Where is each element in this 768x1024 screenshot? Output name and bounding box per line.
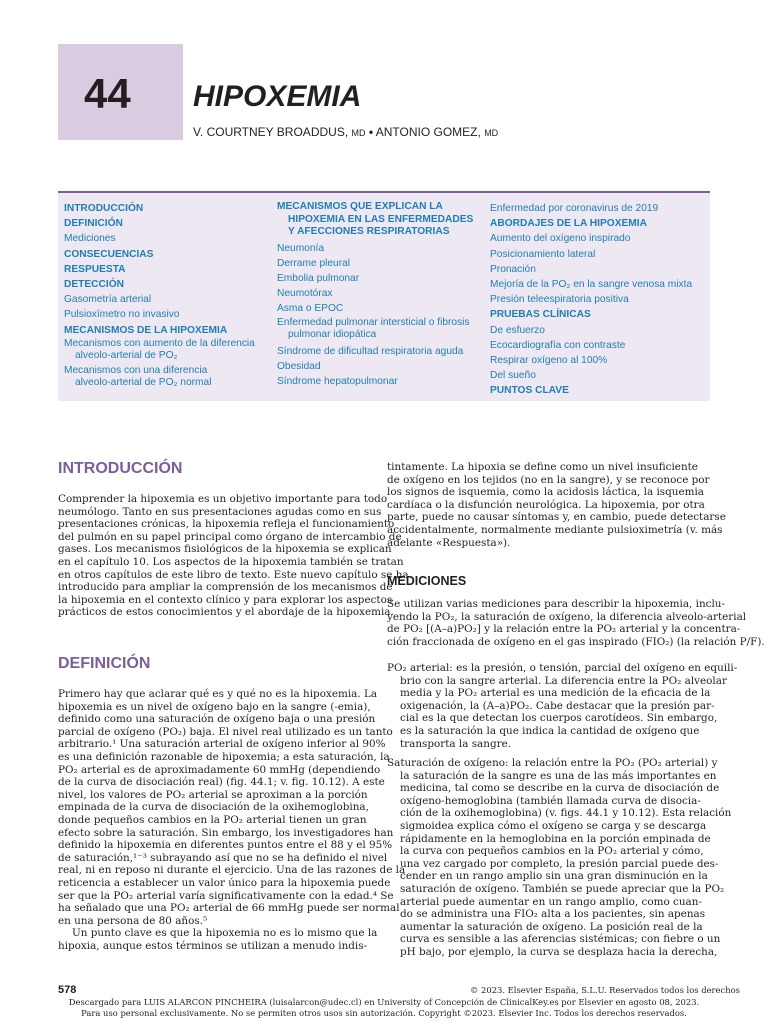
text-line: de PO₂ [(A–a)PO₂] y la relación entre la PO₂ arterial y la concentra- [387,623,741,636]
copyright-notice: © 2023. Elsevier España, S.L.U. Reservados todos los derechos [470,985,740,995]
outline-link[interactable]: Del sueño [490,370,536,382]
text-line: del pulmón en su papel principal como órgano de intercambio de [58,530,402,543]
outline-link[interactable] [277,317,473,342]
text-line: cardíaca o la disfunción neurológica. La hipoxemia, por otra [387,498,705,511]
text-line: arbitrario.¹ Una saturación arterial de oxígeno inferior al 90% [58,738,386,751]
outline-link[interactable]: Síndrome hepatopulmonar [277,375,398,387]
text-line: brio con la sangre arterial. La diferencia entre la PO₂ alveolar [400,674,727,687]
author-degree: MD [484,128,499,138]
outline-link-line: HIPOXEMIA EN LAS ENFERMEDADES [288,213,474,225]
text-line: introducido para ampliar la comprensión de los mecanismos de [58,581,393,594]
text-line: do se administra una FIO₂ alta a los pacientes, sin apenas [400,908,706,921]
outline-link[interactable] [64,365,255,390]
outline-link-line: pulmonar idiopática [288,329,377,341]
text-line: oxigenación, la (A–a)PO₂. Cabe destacar que la presión par- [400,699,715,712]
text-line: media y la PO₂ arterial es una medición de la eficacia de la [400,687,711,700]
outline-link-line: Enfermedad pulmonar intersticial o fibrosis [277,316,470,328]
text-line: pH bajo, por ejemplo, la curva se desplaza hacia la derecha, [400,945,718,958]
outline-link[interactable] [277,201,473,239]
text-line: la hipoxemia en el contexto clínico y para explorar los aspectos [58,593,393,606]
text-line: cender en un rango amplio sin una gran disminución en la [400,870,708,883]
text-line: la saturación de la sangre es una de las más importantes en [400,769,717,782]
outline-link[interactable]: Presión teleespiratoria positiva [490,294,629,306]
text-line: accidentalmente, normalmente mediante pulsioximetría (v. más [387,523,723,536]
text-line: definido la hipoxemia en diferentes puntos entre el 88 y el 95% [58,839,393,852]
section-heading-mediciones: MEDICIONES [387,574,467,588]
usage-notice: Para uso personal exclusivamente. No se permiten otros usos sin autorización. Copyright ©2023. Elsevier Inc. Todos los derechos reservados. [81,1008,687,1018]
outline-link[interactable]: Síndrome de dificultad respiratoria aguda [277,345,464,357]
text-line: gases. Los mecanismos fisiológicos de la hipoxemia se explican [58,543,392,556]
text-line: en una persona de 80 años.⁵ [58,914,208,927]
section-heading-definicion: DEFINICIÓN [58,655,151,672]
text-line: Se utilizan varias mediciones para describir la hipoxemia, inclu- [387,598,725,610]
download-notice: Descargado para LUIS ALARCON PINCHEIRA (luisalarcon@udec.cl) en University of Concepción de ClinicalKey.es por Elsevier en agosto 08, 2023. [68,997,700,1007]
text-line: reticencia a establecer un valor único para la hipoxemia puede [58,876,391,889]
outline-link[interactable]: Embolia pulmonar [277,272,360,284]
outline-link[interactable]: Posicionamiento lateral [490,248,596,260]
text-line: transporta la sangre. [400,737,512,750]
text-line: ción fraccionada de oxígeno en el gas inspirado (FIO₂) (la relación P/F). [387,635,765,648]
outline-link[interactable]: Asma o EPOC [277,303,344,315]
text-line: efecto sobre la saturación. Sin embargo, los investigadores han [58,826,394,839]
chapter-number: 44 [84,70,131,117]
text-line: rápidamente en la hemoglobina en la porción empinada de [400,832,711,845]
text-line: presentaciones crónicas, la hipoxemia refleja el funcionamiento [58,518,395,531]
hypoxia-paragraph [387,461,726,549]
outline-link[interactable]: Mejoría de la PO₂ en la sangre venosa mixta [490,279,693,291]
text-line: de saturación,¹⁻³ subrayando así que no se ha definido el nivel [58,851,388,864]
outline-link[interactable]: Pronación [490,263,536,275]
text-line: Saturación de oxígeno: la relación entre la PO₂ (PO₂ arterial) y [387,757,718,769]
outline-link[interactable]: CONSECUENCIAS [64,248,154,260]
author-degree: MD [351,128,366,138]
text-line: en el capítulo 10. Los aspectos de la hipoxemia también se tratan [58,555,404,568]
text-line: cial es la que detectan los cuerpos carotídeos. Sin embargo, [400,712,718,725]
text-line: ción de la oxihemoglobina) (v. figs. 44.1 y 10.12). Esta relación [400,807,732,820]
outline-link[interactable]: De esfuerzo [490,324,545,336]
outline-link-line: Y AFECCIONES RESPIRATORIAS [288,226,450,237]
text-line: prácticos de estos conocimientos y el abordaje de la hipoxemia. [58,606,394,619]
author-separator: • [368,125,374,139]
text-line: Un punto clave es que la hipoxemia no es lo mismo que la [72,927,378,940]
text-line: en otros capítulos de este libro de texto. Este nuevo capítulo se ha [58,568,409,581]
text-line: arterial puede aumentar en un rango amplio, como cuan- [400,895,702,908]
text-line: Comprender la hipoxemia es un objetivo importante para todo [58,493,388,505]
outline-link[interactable] [64,338,255,363]
text-line: los signos de isquemia, como la acidosis láctica, la isquemia [387,486,704,499]
text-line: nivel, los valores de PO₂ arterial se aproximan a la porción [58,788,368,801]
text-line: neumólogo. Tanto en sus presentaciones agudas como en sus [58,505,382,518]
text-line: oxígeno-hemoglobina (también llamada curva de disocia- [400,794,701,807]
outline-link[interactable]: Respirar oxígeno al 100% [490,355,608,367]
text-line: donde pequeños cambios en la PO₂ arterial tienen un gran [58,813,367,826]
outline-link[interactable]: Derrame pleural [277,257,351,269]
outline-link[interactable]: Neumotórax [277,288,333,300]
outline-link[interactable]: Ecocardiografía con contraste [490,339,626,351]
outline-link-line: MECANISMOS QUE EXPLICAN LA [277,201,443,212]
definition-paragraph [58,688,406,952]
outline-column-3 [490,201,692,399]
outline-link[interactable]: Obesidad [277,360,321,372]
chapter-authors [193,125,498,139]
intro-paragraph [58,493,409,619]
outline-link[interactable]: Neumonía [277,242,325,254]
text-line: PO₂ arterial es de aproximadamente 60 mmHg (dependiendo [58,763,381,776]
measurements-paragraph [387,598,765,648]
text-line: aumentar la saturación de oxígeno. La posición real de la [400,920,703,933]
text-line: una vez cargado por completo, la presión parcial puede des- [400,857,719,870]
outline-link[interactable]: Gasometría arterial [64,294,152,306]
outline-link[interactable]: Aumento del oxígeno inspirado [490,233,631,245]
page-number: 578 [58,984,77,996]
text-line: yendo la PO₂, la saturación de oxígeno, la diferencia alveolo-arterial [387,610,747,623]
outline-link[interactable]: Mediciones [64,233,116,245]
outline-link[interactable]: DEFINICIÓN [64,218,123,230]
text-line: ha señalado que una PO₂ arterial de 66 mmHg puede ser normal [58,902,400,915]
text-line: Primero hay que aclarar qué es y qué no es la hipoxemia. La [58,688,378,700]
text-line: definido como una saturación de oxígeno baja o una presión [58,713,376,726]
author-name: V. COURTNEY BROADDUS, [193,125,349,139]
section-heading-introduccion: INTRODUCCIÓN [58,460,183,477]
text-line: medicina, tal como se describe en la curva de disociación de [400,782,720,795]
text-line: parte, puede no causar síntomas y, en cambio, puede detectarse [387,511,726,524]
outline-column-2 [277,201,473,389]
chapter-title: HIPOXEMIA [193,80,362,113]
text-line: real, ni en reposo ni durante el ejercicio. Una de las razones de la [58,864,406,877]
author-name: ANTONIO GOMEZ, [375,125,481,139]
outline-link[interactable]: PRUEBAS CLÍNICAS [490,309,591,321]
po2-arterial-item [387,662,738,750]
outline-link-line: Mecanismos con una diferencia [64,364,208,376]
oxygen-saturation-item [387,757,732,959]
text-line: adelante «Respuesta»). [387,536,511,549]
outline-link[interactable]: ABORDAJES DE LA HIPOXEMIA [490,218,647,230]
outline-link[interactable]: RESPUESTA [64,263,126,275]
outline-link[interactable]: DETECCIÓN [64,279,124,291]
text-line: curva es sensible a las aferencias sistémicas; con fiebre o un [400,933,721,946]
text-line: hipoxia, aunque estos términos se utilizan a menudo indis- [58,939,368,952]
text-line: es la saturación la que indica la cantidad de oxígeno que [400,724,700,737]
text-line: hipoxemia es un nivel de oxígeno bajo en la sangre (-emia), [58,700,371,713]
outline-link[interactable]: MECANISMOS DE LA HIPOXEMIA [64,324,228,336]
chapter-outline [58,191,710,401]
text-line: de oxígeno en los tejidos (no en la sangre), y se reconoce por [387,473,710,486]
text-line: PO₂ arterial: es la presión, o tensión, parcial del oxígeno en equili- [387,662,738,674]
outline-link[interactable]: INTRODUCCIÓN [64,203,144,214]
outline-link[interactable]: Enfermedad por coronavirus de 2019 [490,203,659,214]
outline-link-line: alveolo-arterial de PO₂ normal [75,377,212,389]
text-line: parcial de oxígeno (PO₂) baja. El nivel real utilizado es un tanto [58,725,393,738]
text-line: ser que la PO₂ arterial varía significativamente con la edad.⁴ Se [58,889,394,902]
outline-link-line: alveolo-arterial de PO₂ [75,350,178,362]
outline-link[interactable]: PUNTOS CLAVE [490,385,569,397]
text-line: sigmoidea explica cómo el oxígeno se carga y se descarga [400,819,707,832]
outline-column-1 [64,201,255,392]
text-line: es una definición razonable de hipoxemia; a esta saturación, la [58,750,390,763]
text-line: la curva con pequeños cambios en la PO₂ arterial y cómo, [400,845,704,858]
outline-link-line: Mecanismos con aumento de la diferencia [64,337,255,349]
text-line: empinada de la curva de disociación de la oxihemoglobina, [58,801,369,814]
text-line: de la curva de disociación real) (fig. 44.1; v. fig. 10.12). A este [58,776,385,789]
text-line: saturación de oxígeno. También se puede apreciar que la PO₂ [400,882,725,895]
text-line: tintamente. La hipoxia se define como un nivel insuficiente [387,461,698,473]
outline-link[interactable]: Pulsioxímetro no invasivo [64,309,180,321]
